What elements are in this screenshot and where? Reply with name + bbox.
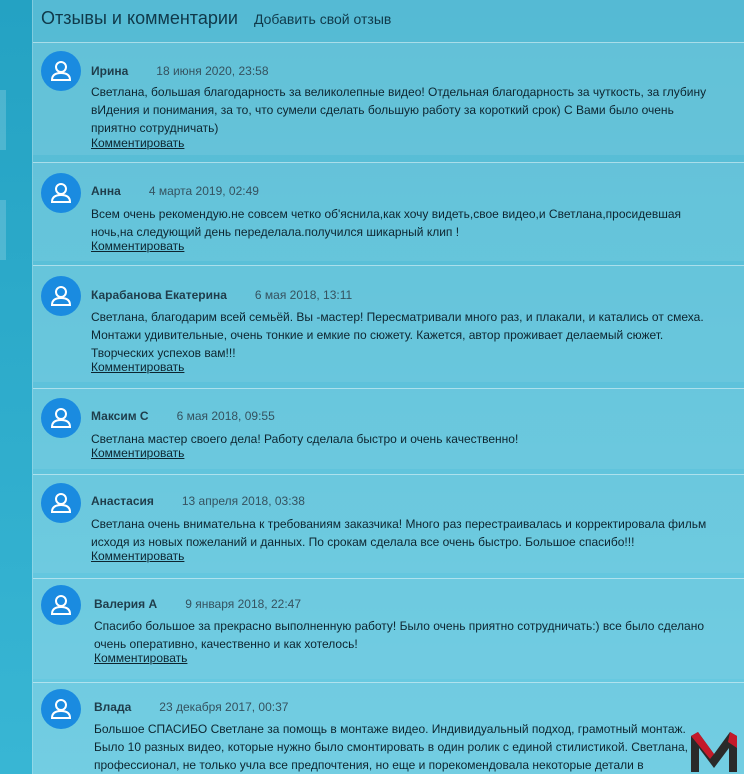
comment-date: 6 мая 2018, 13:11	[254, 288, 353, 302]
m-logo	[688, 728, 740, 774]
comment-item	[33, 682, 744, 774]
comment-text: Светлана, благодарим всей семьёй. Вы -мастер! Пересматривали много раз, и плакали, и катались от смеха. Монтажи удивительные, очень тонкие и емкие по сюжету. Кажется, автор проживает делаемый сюжет. Творческих успехов вам!!!	[91, 310, 704, 360]
comment-item	[33, 162, 744, 261]
comment-text: Светлана очень внимательна к требованиям заказчика! Много раз перестраивалась и корректировала фильм исходя из новых пожеланий и данных. По срокам сделала все очень быстро. Большое спасибо!!!	[91, 517, 707, 549]
comment-item	[33, 474, 744, 573]
comment-meta	[91, 288, 352, 302]
user-avatar-icon	[41, 689, 81, 729]
reviews-panel	[32, 0, 744, 774]
comment-meta	[91, 409, 275, 423]
comment-item	[33, 578, 744, 679]
comment-meta	[94, 597, 301, 611]
comment-author: Анна	[91, 184, 121, 198]
comment-item	[33, 42, 744, 155]
user-avatar-icon	[41, 276, 81, 316]
comment-author: Валерия А	[94, 597, 158, 611]
user-avatar-icon	[41, 173, 81, 213]
comment-author: Анастасия	[91, 494, 154, 508]
user-avatar-icon	[41, 51, 81, 91]
comment-author: Максим С	[91, 409, 149, 423]
comment-date: 6 мая 2018, 09:55	[176, 409, 275, 423]
left-sidebar-strip	[0, 0, 32, 774]
comment-reply-link[interactable]: Комментировать	[91, 136, 185, 150]
comment-reply-link[interactable]: Комментировать	[94, 651, 188, 665]
comment-meta	[91, 494, 305, 508]
comment-date: 13 апреля 2018, 03:38	[181, 494, 305, 508]
comment-reply-link[interactable]: Комментировать	[91, 360, 185, 374]
comment-meta	[91, 64, 269, 78]
comment-text: Всем очень рекомендую.не совсем четко об'яснила,как хочу видеть,свое видео,и Светлана,просидевшая ночь,на следующий день переделала.получился шикарный клип !	[91, 207, 682, 239]
comment-date: 18 июня 2020, 23:58	[156, 64, 269, 78]
user-avatar-icon	[41, 585, 81, 625]
user-avatar-icon	[41, 398, 81, 438]
comment-item	[33, 388, 744, 469]
comment-text: Большое СПАСИБО Светлане за помощь в монтаже видео. Индивидуальный подход, грамотный монтаж. Было 10 разных видео, которые нужно было смонтировать в один ролик с единой стилистикой. Светлана, профессионал, не только учла все предпочтения, но еще и порекомендовала некоторые детали в	[94, 722, 688, 772]
sidebar-divider	[0, 200, 6, 260]
comment-reply-link[interactable]: Комментировать	[91, 239, 185, 253]
user-avatar-icon	[41, 483, 81, 523]
comment-author: Влада	[94, 700, 132, 714]
comment-meta	[91, 184, 259, 198]
comment-item	[33, 265, 744, 382]
comment-author: Карабанова Екатерина	[91, 288, 227, 302]
reviews-header	[41, 8, 391, 34]
sidebar-divider	[0, 90, 6, 150]
page-title: Отзывы и комментарии	[41, 8, 238, 28]
comment-date: 23 декабря 2017, 00:37	[159, 700, 289, 714]
comment-text: Спасибо большое за прекрасно выполненную работу! Было очень приятно сотрудничать:) все было сделано очень оперативно, качественно и как хотелось!	[94, 619, 705, 651]
comment-date: 4 марта 2019, 02:49	[148, 184, 259, 198]
comment-date: 9 января 2018, 22:47	[185, 597, 301, 611]
comment-reply-link[interactable]: Комментировать	[91, 446, 185, 460]
add-review-link[interactable]: Добавить свой отзыв	[253, 11, 392, 27]
comment-meta	[94, 700, 288, 714]
comment-author: Ирина	[91, 64, 129, 78]
comment-reply-link[interactable]: Комментировать	[91, 549, 185, 563]
comment-text: Светлана мастер своего дела! Работу сделала быстро и очень качественно!	[91, 432, 519, 446]
comment-text: Светлана, большая благодарность за великолепные видео! Отдельная благодарность за чуткость, за глубину вИдения и понимания, за то, что сумели сделать большую работу за короткий срок) С Вами было очень приятно сотрудничать)	[91, 85, 707, 135]
